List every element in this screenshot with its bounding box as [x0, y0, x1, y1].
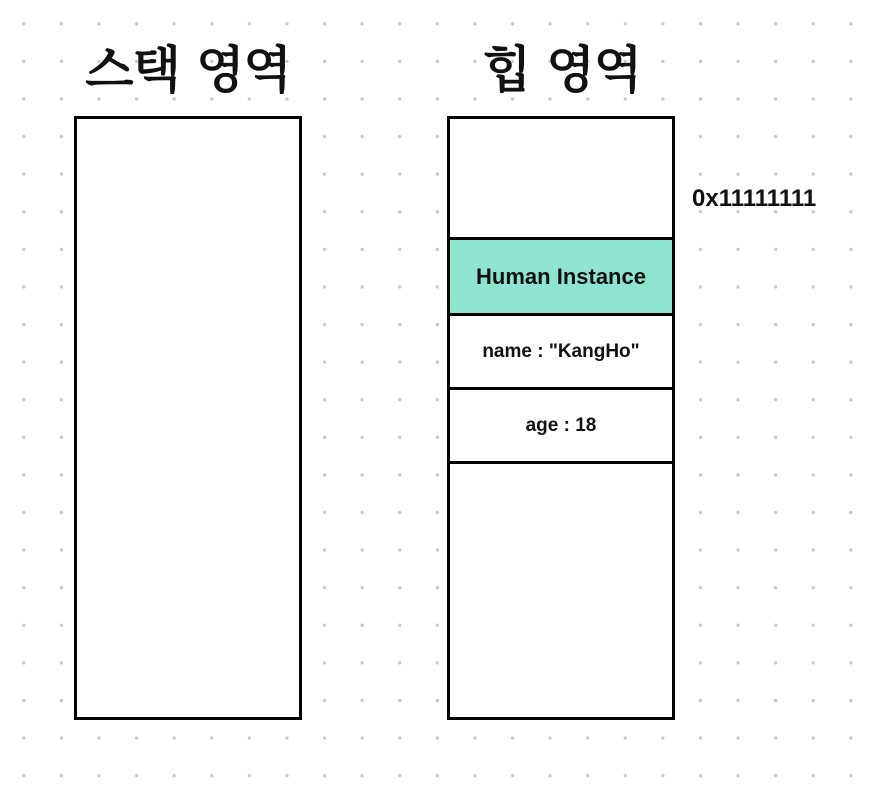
instance-field-name: name : "KangHo"	[450, 313, 672, 387]
human-instance-header: Human Instance	[450, 237, 672, 313]
heap-address-label: 0x11111111	[692, 185, 817, 212]
heap-area-box	[447, 116, 675, 720]
stack-area-title: 스택 영역	[85, 41, 291, 99]
stack-area-box	[74, 116, 302, 720]
instance-field-age: age : 18	[450, 387, 672, 461]
heap-area-title: 힙 영역	[482, 41, 642, 99]
heap-free-space	[450, 461, 672, 717]
